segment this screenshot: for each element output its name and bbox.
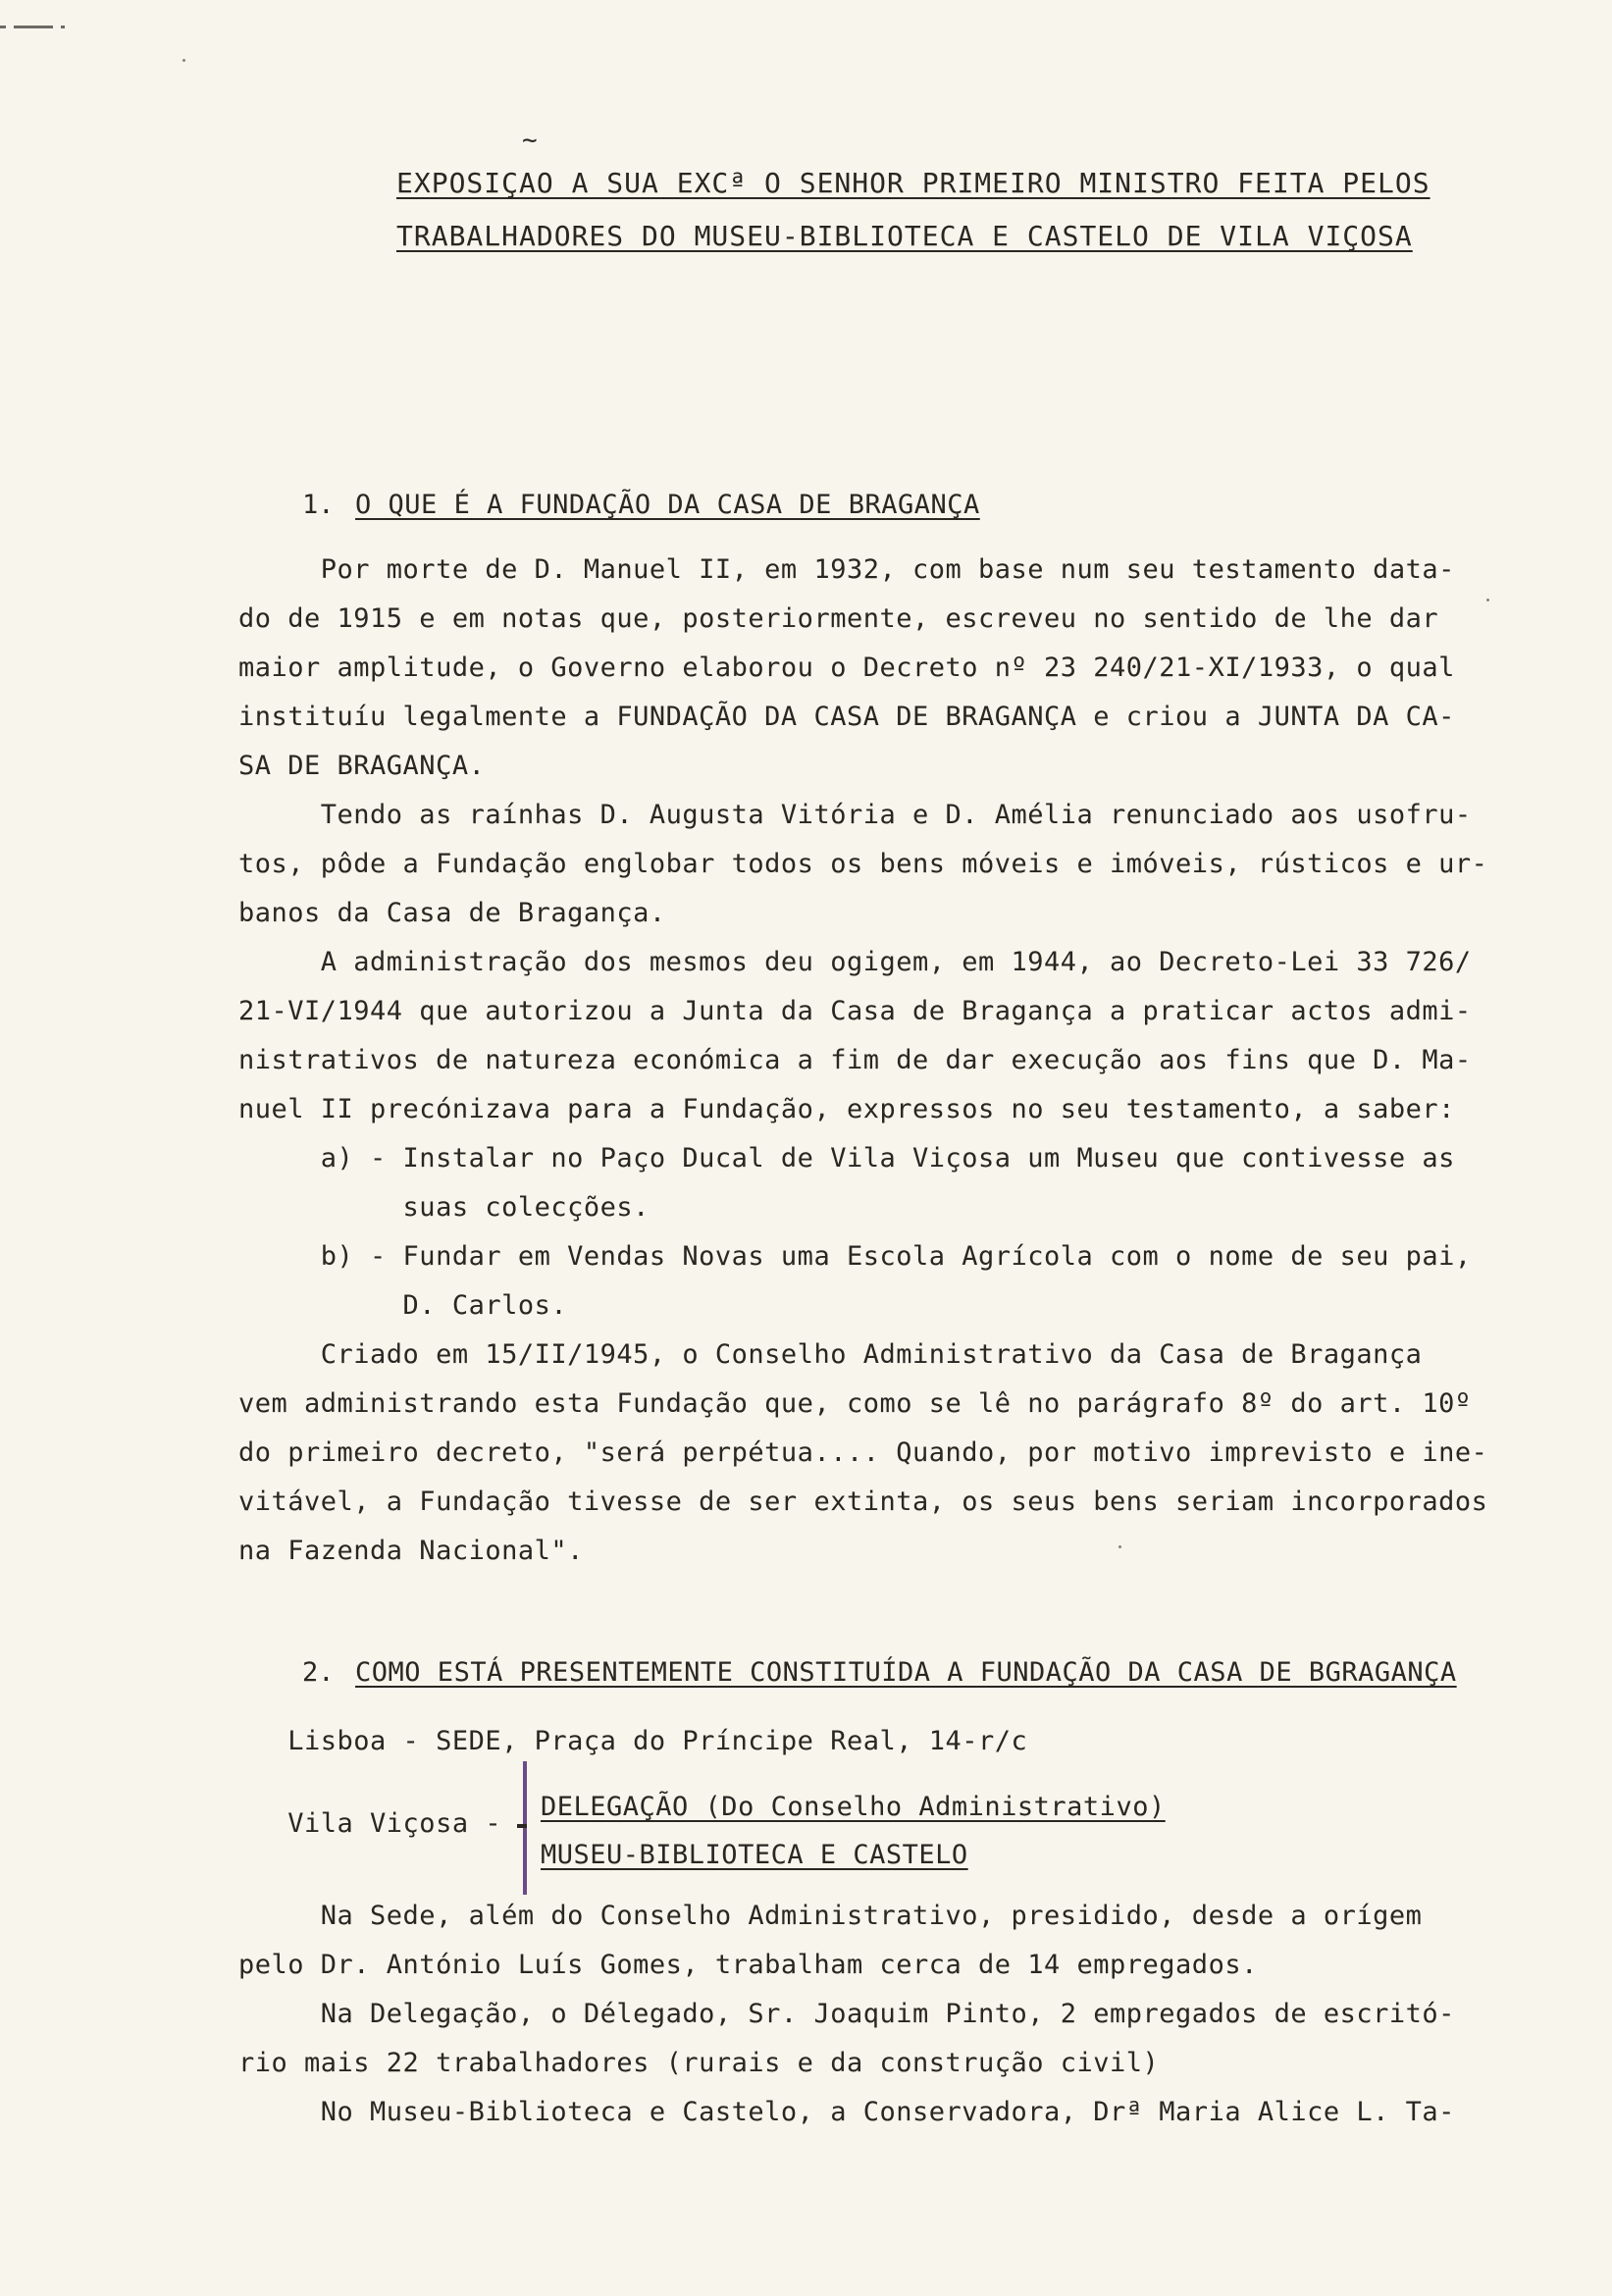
vila-vicosa-items-2 [541, 1831, 1522, 1880]
body-line: maior amplitude, o Governo elaborou o Decreto nº 23 240/21-XI/1933, o qual [238, 652, 1455, 683]
section-1-heading [238, 459, 980, 550]
document-title [396, 157, 1485, 263]
section-2-number: 2. [302, 1657, 335, 1688]
vila-item-museu: MUSEU-BIBLIOTECA E CASTELO [541, 1840, 968, 1870]
body-line: A administração dos mesmos deu ogigem, em 1944, ao Decreto-Lei 33 726/ [238, 947, 1472, 977]
section-2-heading [238, 1627, 1457, 1718]
list-item-a-cont: suas colecções. [238, 1192, 650, 1223]
body-line: do primeiro decreto, "será perpétua.... Quando, por motivo imprevisto e ine- [238, 1437, 1488, 1468]
body-line: No Museu-Biblioteca e Castelo, a Conservadora, Drª Maria Alice L. Ta- [238, 2097, 1455, 2127]
section-1-number: 1. [302, 490, 335, 520]
section-2-title: COMO ESTÁ PRESENTEMENTE CONSTITUÍDA A FUNDAÇÃO DA CASA DE BGRAGANÇA [355, 1657, 1457, 1688]
body-line: vem administrando esta Fundação que, como se lê no parágrafo 8º do art. 10º [238, 1388, 1472, 1419]
body-line: SA DE BRAGANÇA. [238, 751, 486, 781]
body-line: tos, pôde a Fundação englobar todos os bens móveis e imóveis, rústicos e ur- [238, 849, 1488, 879]
page-edge-mark [0, 14, 137, 20]
body-line: Na Delegação, o Délegado, Sr. Joaquim Pinto, 2 empregados de escritó- [238, 1999, 1455, 2029]
body-line: do de 1915 e em notas que, posteriormente, escreveu no sentido de lhe dar [238, 603, 1439, 634]
body-line: banos da Casa de Bragança. [238, 898, 666, 928]
title-line-1: EXPOSIÇAO A SUA EXCª O SENHOR PRIMEIRO MINISTRO FEITA PELOS [396, 167, 1430, 199]
body-line: Por morte de D. Manuel II, em 1932, com base num seu testamento data- [238, 554, 1455, 585]
body-line: vitável, a Fundação tivesse de ser extinta, os seus bens seriam incorporados [238, 1487, 1488, 1517]
paper-speck [182, 59, 185, 62]
lisboa-line-block [238, 1717, 1573, 1766]
list-item-b: b) - Fundar em Vendas Novas uma Escola Agrícola com o nome de seu pai, [238, 1241, 1472, 1272]
body-line: Tendo as raínhas D. Augusta Vitória e D. Amélia renunciado aos usofru- [238, 800, 1472, 830]
body-line: nuel II precónizava para a Fundação, expressos no seu testamento, a saber: [238, 1094, 1455, 1124]
body-line: Criado em 15/II/1945, o Conselho Administrativo da Casa de Bragança [238, 1339, 1423, 1370]
body-line: instituíu legalmente a FUNDAÇÃO DA CASA DE BRAGANÇA e criou a JUNTA DA CA- [238, 702, 1455, 732]
bracket-mark [523, 1761, 537, 1895]
lisboa-line: Lisboa - SEDE, Praça do Príncipe Real, 14-r/c [238, 1726, 1028, 1756]
body-line: nistrativos de natureza económica a fim de dar execução aos fins que D. Ma- [238, 1045, 1472, 1075]
section-1-body [238, 546, 1573, 1576]
vila-vicosa-label: Vila Viçosa - [238, 1808, 502, 1839]
body-line: 21-VI/1944 que autorizou a Junta da Casa de Bragança a praticar actos admi- [238, 996, 1472, 1026]
section-1-title: O QUE É A FUNDAÇÃO DA CASA DE BRAGANÇA [355, 490, 980, 520]
body-line: na Fazenda Nacional". [238, 1536, 584, 1566]
list-item-a: a) - Instalar no Paço Ducal de Vila Viçosa um Museu que contivesse as [238, 1143, 1455, 1174]
body-line: rio mais 22 trabalhadores (rurais e da construção civil) [238, 2048, 1160, 2078]
vila-item-delegacao: DELEGAÇÃO (Do Conselho Administrativo) [541, 1792, 1166, 1822]
body-line: Na Sede, além do Conselho Administrativo, presidido, desde a orígem [238, 1901, 1423, 1931]
body-line: pelo Dr. António Luís Gomes, trabalham cerca de 14 empregados. [238, 1950, 1258, 1980]
title-tilde: ~ [522, 126, 538, 155]
title-line-2: TRABALHADORES DO MUSEU-BIBLIOTECA E CASTELO DE VILA VIÇOSA [396, 220, 1413, 252]
section-2-body [238, 1892, 1573, 2137]
list-item-b-cont: D. Carlos. [238, 1290, 568, 1321]
